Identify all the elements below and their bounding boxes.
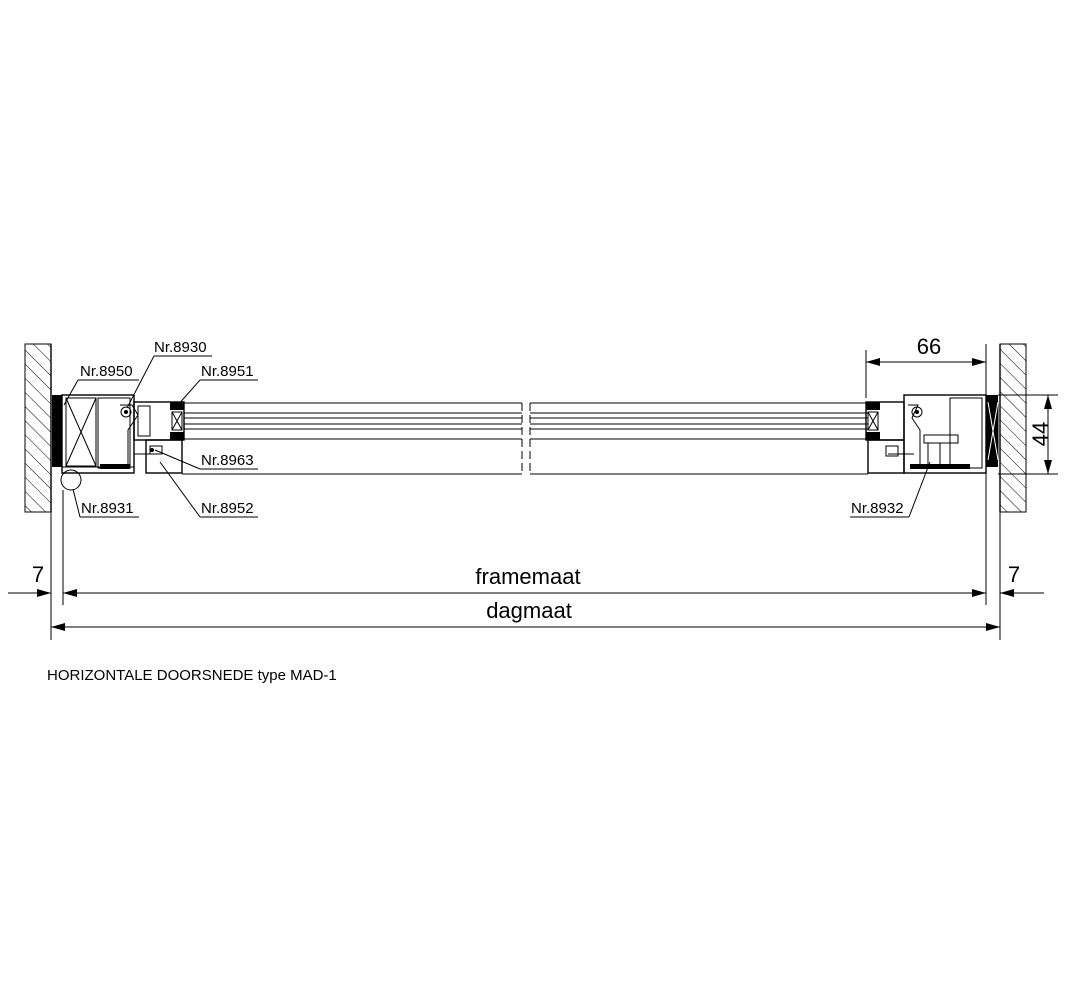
part-label-nr8950 xyxy=(64,363,139,405)
drawing-caption: HORIZONTALE DOORSNEDE type MAD-1 xyxy=(47,667,337,684)
label-nr8951: Nr.8951 xyxy=(201,363,254,380)
part-label-nr8952 xyxy=(160,462,258,517)
left-wall xyxy=(25,344,51,512)
label-nr8963: Nr.8963 xyxy=(201,452,254,469)
label-nr8930: Nr.8930 xyxy=(154,339,207,356)
left-gap-text: 7 xyxy=(31,562,45,587)
right-gap-text: 7 xyxy=(1007,562,1021,587)
dim-left-gap xyxy=(8,562,51,593)
right-wall xyxy=(1000,344,1026,512)
label-nr8931: Nr.8931 xyxy=(81,500,134,517)
label-nr8932: Nr.8932 xyxy=(851,500,904,517)
label-nr8952: Nr.8952 xyxy=(201,500,254,517)
dim-dagmaat xyxy=(51,598,1000,627)
dim-66-text: 66 xyxy=(916,334,942,359)
dim-44-text: 44 xyxy=(1027,421,1053,447)
dim-frame-width xyxy=(866,334,986,398)
part-label-nr8963 xyxy=(155,450,258,469)
left-sash-profile xyxy=(134,402,184,473)
right-sash-profile xyxy=(866,402,914,473)
dagmaat-text: dagmaat xyxy=(486,598,572,623)
dim-framemaat xyxy=(63,564,986,593)
part-label-nr8930 xyxy=(127,339,212,408)
left-frame-profile xyxy=(52,395,138,473)
dim-right-gap xyxy=(1000,562,1044,593)
part-label-nr8932 xyxy=(850,462,930,517)
framemaat-text: framemaat xyxy=(475,564,581,589)
glazing-right xyxy=(530,403,868,474)
part-label-nr8931 xyxy=(73,489,139,517)
label-nr8950: Nr.8950 xyxy=(80,363,133,380)
part-label-nr8951 xyxy=(177,363,258,406)
right-frame-profile xyxy=(904,395,998,473)
